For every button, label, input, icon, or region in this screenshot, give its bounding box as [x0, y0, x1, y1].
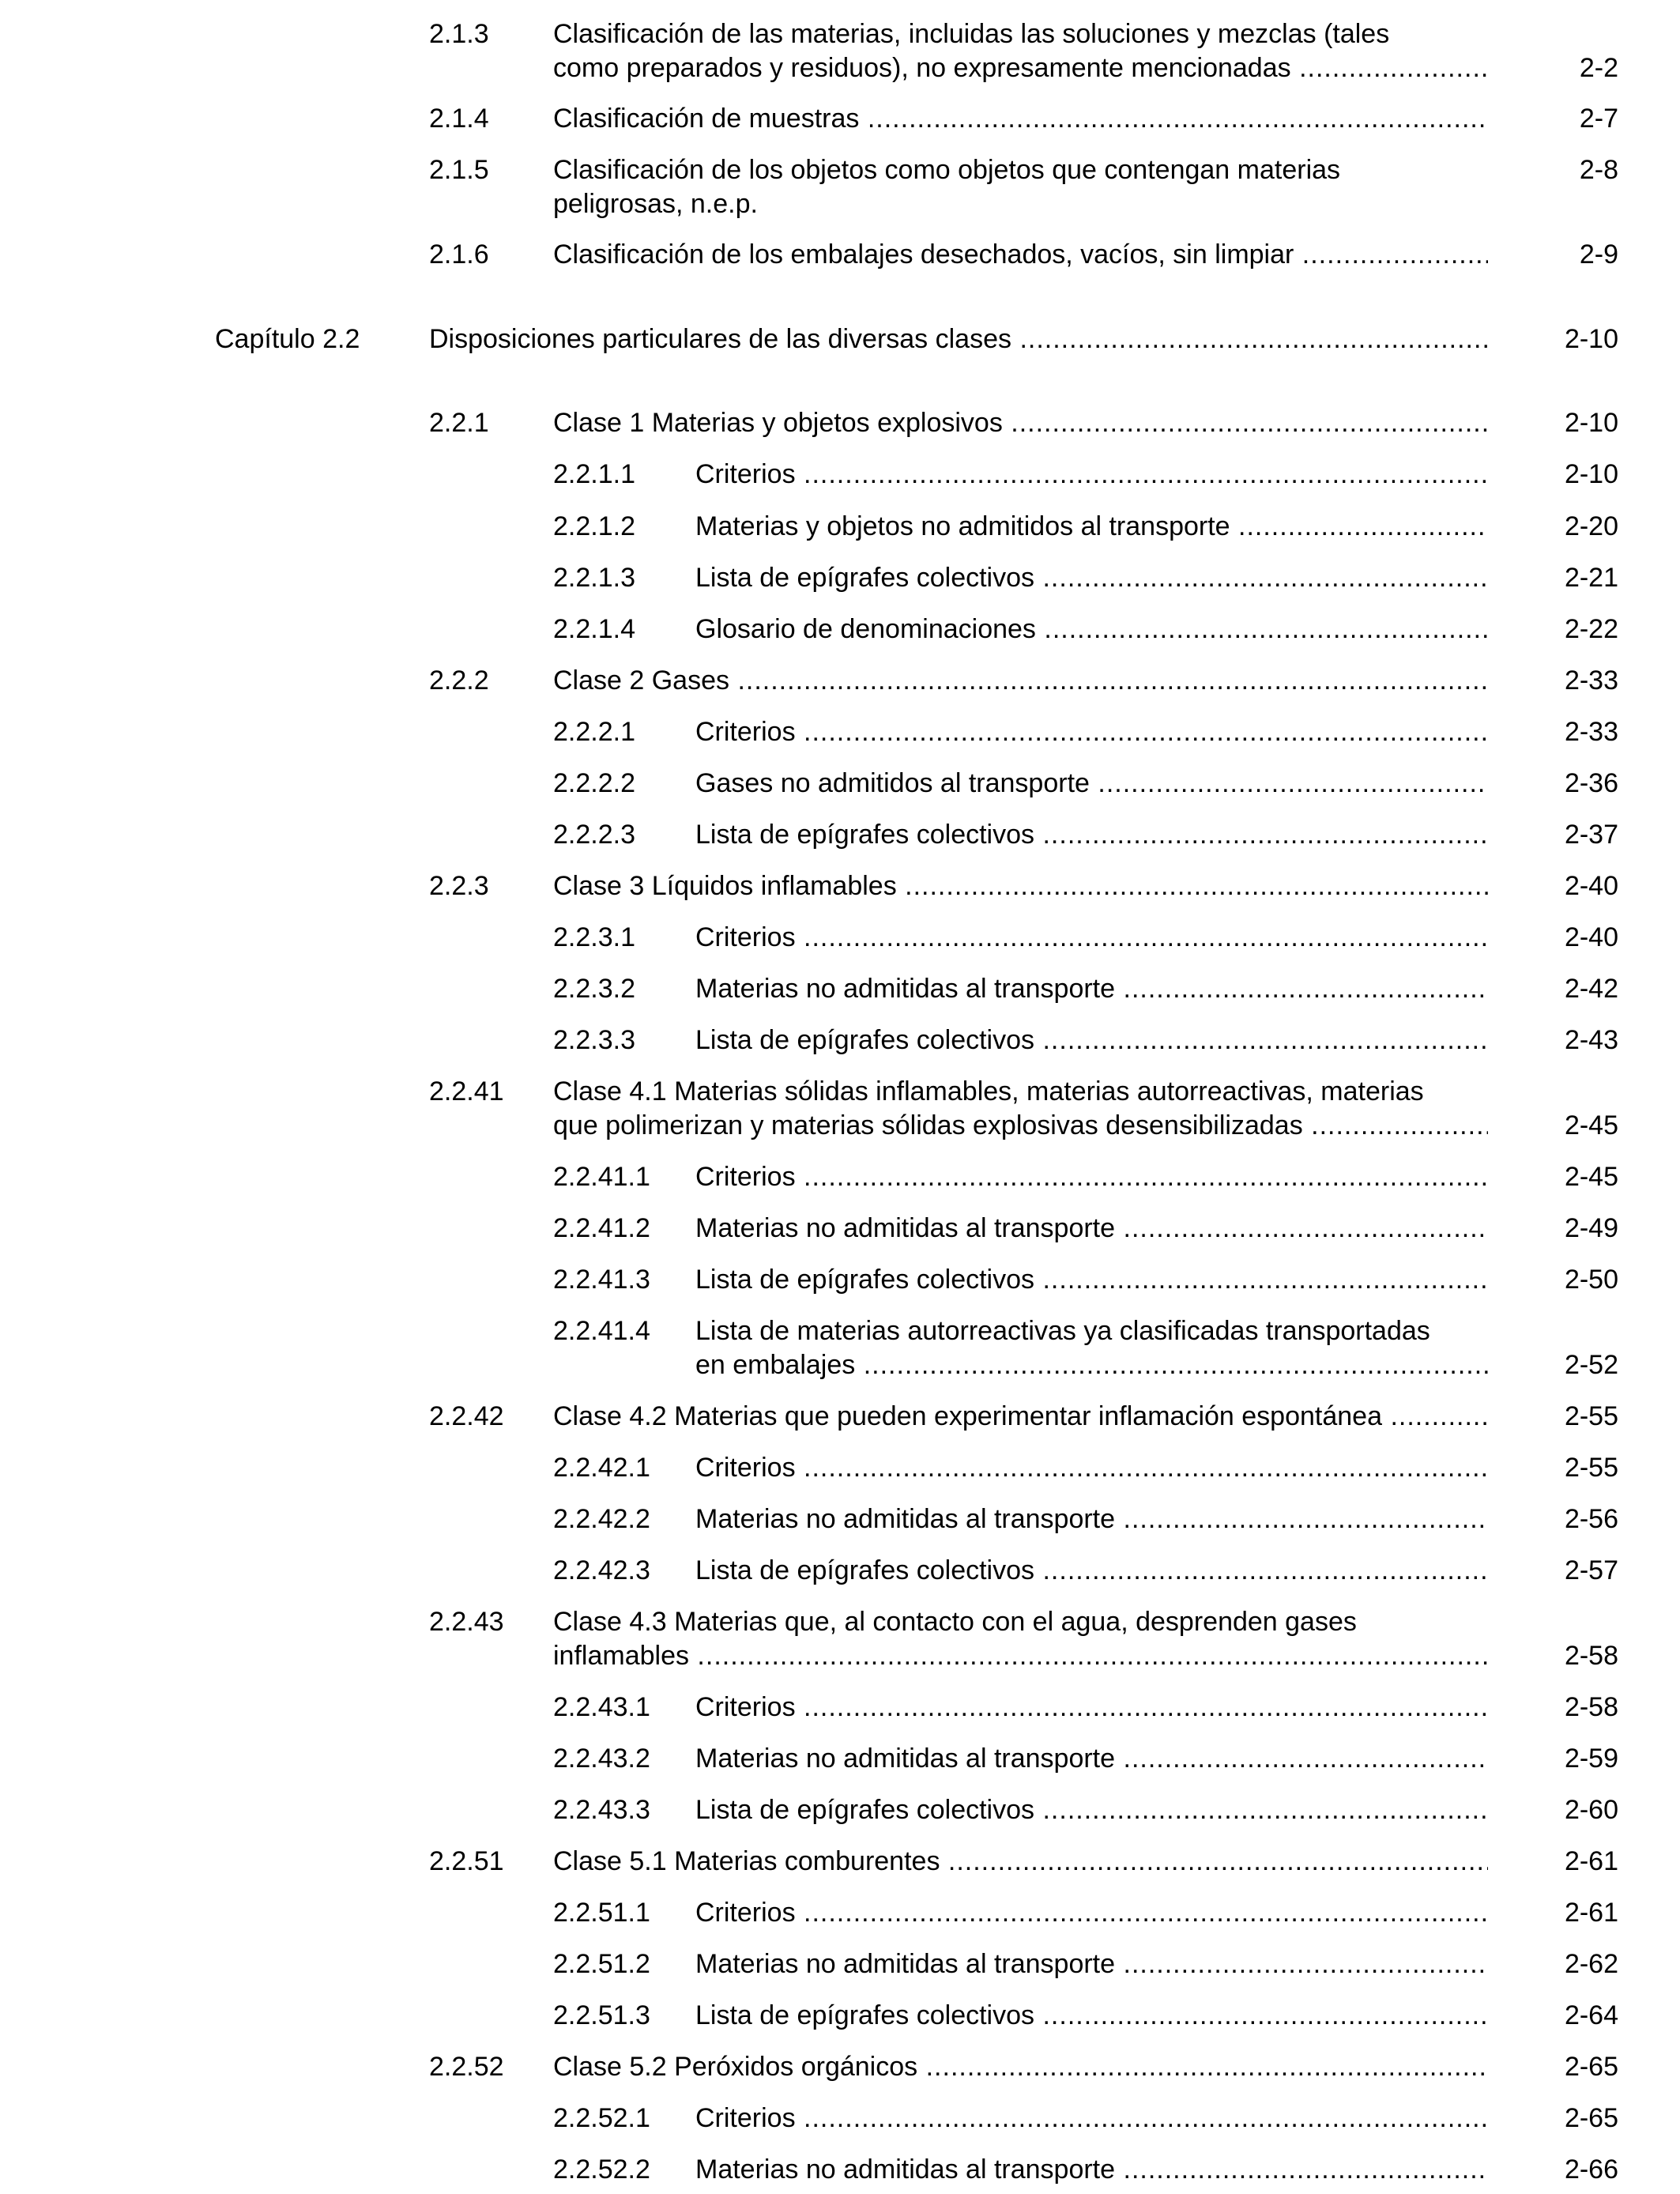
toc-entry-page: 2-61	[1564, 1846, 1618, 1876]
toc-entry-page: 2-52	[1564, 1350, 1618, 1380]
toc-entry-page: 2-55	[1564, 1401, 1618, 1431]
toc-entry-number: 2.2.2.3	[553, 820, 635, 850]
toc-entry-number: 2.2.2	[429, 665, 489, 696]
toc-entry-number: 2.2.42	[429, 1401, 504, 1431]
toc-entry-number: 2.1.5	[429, 155, 489, 185]
toc-entry-title-line: Clase 4.3 Materias que, al contacto con el agua, desprenden gases	[553, 1607, 1357, 1637]
toc-entry-title-line: Materias no admitidas al transporte .....	[695, 972, 1488, 1006]
toc-entry-number: 2.1.3	[429, 19, 489, 49]
toc-entry-title-line: Lista de epígrafes colectivos .....	[695, 1793, 1488, 1827]
toc-entry-number: 2.2.1	[429, 408, 489, 438]
toc-entry-number: 2.2.51.3	[553, 2000, 650, 2030]
toc-entry-title-line: Clase 1 Materias y objetos explosivos .....	[553, 406, 1488, 440]
toc-entry-page: 2-42	[1564, 974, 1618, 1004]
toc-entry-page: 2-59	[1564, 1744, 1618, 1774]
toc-entry-number: 2.2.3.2	[553, 974, 635, 1004]
toc-entry-page: 2-37	[1564, 820, 1618, 850]
toc-entry-number: 2.2.1.2	[553, 511, 635, 541]
toc-entry-number: 2.2.52.1	[553, 2103, 650, 2133]
toc-entry-page: 2-21	[1564, 563, 1618, 593]
toc-entry-title-line: Clase 5.1 Materias comburentes .....	[553, 1845, 1488, 1879]
toc-entry-page: 2-45	[1564, 1110, 1618, 1140]
toc-entry-title-line: Materias no admitidas al transporte .....	[695, 1502, 1488, 1536]
toc-entry-page: 2-2	[1579, 53, 1618, 83]
toc-entry-title-line: Lista de materias autorreactivas ya clasificadas transportadas	[695, 1316, 1430, 1346]
toc-entry-title-line: Clase 5.2 Peróxidos orgánicos .....	[553, 2050, 1488, 2084]
toc-entry-page: 2-22	[1564, 614, 1618, 644]
toc-entry-number: 2.2.41.4	[553, 1316, 650, 1346]
toc-entry-page: 2-20	[1564, 511, 1618, 541]
toc-entry-title-line: Criterios .....	[695, 2102, 1488, 2136]
toc-entry-title-line: Criterios .....	[695, 1160, 1488, 1194]
toc-entry-page: 2-7	[1579, 104, 1618, 134]
toc-entry-number: 2.2.1.3	[553, 563, 635, 593]
toc-entry-title-line: Lista de epígrafes colectivos .....	[695, 561, 1488, 595]
toc-entry-title-line: Lista de epígrafes colectivos .....	[695, 818, 1488, 852]
toc-entry-title-line: Clase 4.2 Materias que pueden experimentar inflamación espontánea .....	[553, 1400, 1488, 1434]
toc-entry-title-line: en embalajes .....	[695, 1348, 1488, 1382]
toc-entry-number: 2.2.43.3	[553, 1795, 650, 1825]
toc-entry-number: 2.2.1.1	[553, 459, 635, 489]
toc-entry-number: 2.2.51	[429, 1846, 504, 1876]
toc-entry-title-line: Criterios .....	[695, 715, 1488, 749]
toc-entry-title-line: Clase 2 Gases .....	[553, 664, 1488, 698]
toc-entry-title-line: Lista de epígrafes colectivos .....	[695, 1999, 1488, 2033]
toc-entry-page: 2-66	[1564, 2154, 1618, 2185]
toc-entry-title-line: Clasificación de muestras .....	[553, 102, 1488, 136]
toc-entry-page: 2-58	[1564, 1641, 1618, 1671]
toc-entry-page: 2-10	[1564, 324, 1618, 354]
toc-entry-number: 2.2.52.2	[553, 2154, 650, 2185]
toc-entry-page: 2-65	[1564, 2052, 1618, 2082]
toc-entry-page: 2-33	[1564, 665, 1618, 696]
toc-entry-page: 2-49	[1564, 1213, 1618, 1243]
toc-entry-page: 2-40	[1564, 922, 1618, 952]
toc-entry-page: 2-43	[1564, 1025, 1618, 1055]
toc-entry-title-line: Criterios .....	[695, 921, 1488, 955]
toc-entry-page: 2-45	[1564, 1162, 1618, 1192]
toc-entry-number: 2.2.41.2	[553, 1213, 650, 1243]
toc-entry-number: 2.2.51.1	[553, 1898, 650, 1928]
toc-entry-page: 2-61	[1564, 1898, 1618, 1928]
toc-entry-title-line: Clase 3 Líquidos inflamables .....	[553, 869, 1488, 903]
toc-entry-number: 2.2.2.1	[553, 717, 635, 747]
toc-entry-title-line: que polimerizan y materias sólidas explosivas desensibilizadas .....	[553, 1109, 1488, 1143]
toc-entry-title-line: Materias y objetos no admitidos al transporte .....	[695, 510, 1488, 544]
toc-entry-title-line: Materias no admitidas al transporte .....	[695, 1742, 1488, 1776]
toc-entry-page: 2-8	[1579, 155, 1618, 185]
toc-entry-number: 2.2.43	[429, 1607, 504, 1637]
toc-chapter-label: Capítulo 2.2	[215, 324, 360, 354]
toc-entry-page: 2-62	[1564, 1949, 1618, 1979]
toc-entry-page: 2-60	[1564, 1795, 1618, 1825]
toc-entry-page: 2-40	[1564, 871, 1618, 901]
toc-entry-page: 2-55	[1564, 1453, 1618, 1483]
toc-entry-number: 2.2.3.1	[553, 922, 635, 952]
toc-entry-title-line: Materias no admitidas al transporte .....	[695, 1212, 1488, 1246]
toc-entry-title-line: Criterios .....	[695, 1896, 1488, 1930]
toc-entry-title-line: como preparados y residuos), no expresamente mencionadas .....	[553, 51, 1488, 85]
toc-entry-page: 2-58	[1564, 1692, 1618, 1722]
toc-entry-number: 2.2.41	[429, 1076, 504, 1106]
toc-entry-number: 2.2.41.3	[553, 1265, 650, 1295]
toc-entry-number: 2.1.6	[429, 239, 489, 270]
toc-entry-number: 2.2.2.2	[553, 768, 635, 798]
toc-entry-title-line: peligrosas, n.e.p.	[553, 189, 758, 219]
toc-entry-page: 2-56	[1564, 1504, 1618, 1534]
toc-entry-title-line: Lista de epígrafes colectivos .....	[695, 1023, 1488, 1057]
toc-entry-page: 2-36	[1564, 768, 1618, 798]
toc-entry-number: 2.2.51.2	[553, 1949, 650, 1979]
toc-entry-title-line: Criterios .....	[695, 458, 1488, 492]
toc-entry-title-line: Criterios .....	[695, 1451, 1488, 1485]
toc-entry-number: 2.1.4	[429, 104, 489, 134]
toc-entry-page: 2-64	[1564, 2000, 1618, 2030]
toc-entry-title-line: Disposiciones particulares de las diversas clases .....	[429, 322, 1488, 356]
toc-entry-page: 2-33	[1564, 717, 1618, 747]
toc-entry-title-line: Gases no admitidos al transporte .....	[695, 767, 1488, 801]
toc-entry-page: 2-50	[1564, 1265, 1618, 1295]
toc-entry-number: 2.2.42.3	[553, 1555, 650, 1585]
toc-entry-page: 2-9	[1579, 239, 1618, 270]
toc-entry-number: 2.2.41.1	[553, 1162, 650, 1192]
toc-entry-title-line: Materias no admitidas al transporte .....	[695, 1947, 1488, 1981]
toc-entry-title-line: inflamables .....	[553, 1639, 1488, 1673]
toc-entry-number: 2.2.3.3	[553, 1025, 635, 1055]
toc-entry-number: 2.2.42.2	[553, 1504, 650, 1534]
toc-entry-title-line: Lista de epígrafes colectivos .....	[695, 1263, 1488, 1297]
toc-entry-number: 2.2.42.1	[553, 1453, 650, 1483]
toc-entry-title-line: Criterios .....	[695, 1691, 1488, 1725]
toc-entry-title-line: Clasificación de los embalajes desechados, vacíos, sin limpiar .....	[553, 238, 1488, 272]
toc-entry-title-line: Clasificación de los objetos como objetos que contengan materias	[553, 155, 1341, 185]
toc-entry-page: 2-10	[1564, 459, 1618, 489]
toc-entry-title-line: Lista de epígrafes colectivos .....	[695, 1554, 1488, 1588]
toc-entry-title-line: Clase 4.1 Materias sólidas inflamables, materias autorreactivas, materias	[553, 1076, 1424, 1106]
toc-entry-page: 2-65	[1564, 2103, 1618, 2133]
toc-entry-number: 2.2.3	[429, 871, 489, 901]
toc-entry-number: 2.2.52	[429, 2052, 504, 2082]
toc-entry-page: 2-10	[1564, 408, 1618, 438]
toc-entry-number: 2.2.43.1	[553, 1692, 650, 1722]
toc-entry-number: 2.2.1.4	[553, 614, 635, 644]
toc-entry-title-line: Clasificación de las materias, incluidas las soluciones y mezclas (tales	[553, 19, 1390, 49]
toc-entry-title-line: Materias no admitidas al transporte .....	[695, 2153, 1488, 2187]
toc-entry-page: 2-57	[1564, 1555, 1618, 1585]
toc-entry-number: 2.2.43.2	[553, 1744, 650, 1774]
toc-entry-title-line: Glosario de denominaciones .....	[695, 613, 1488, 647]
